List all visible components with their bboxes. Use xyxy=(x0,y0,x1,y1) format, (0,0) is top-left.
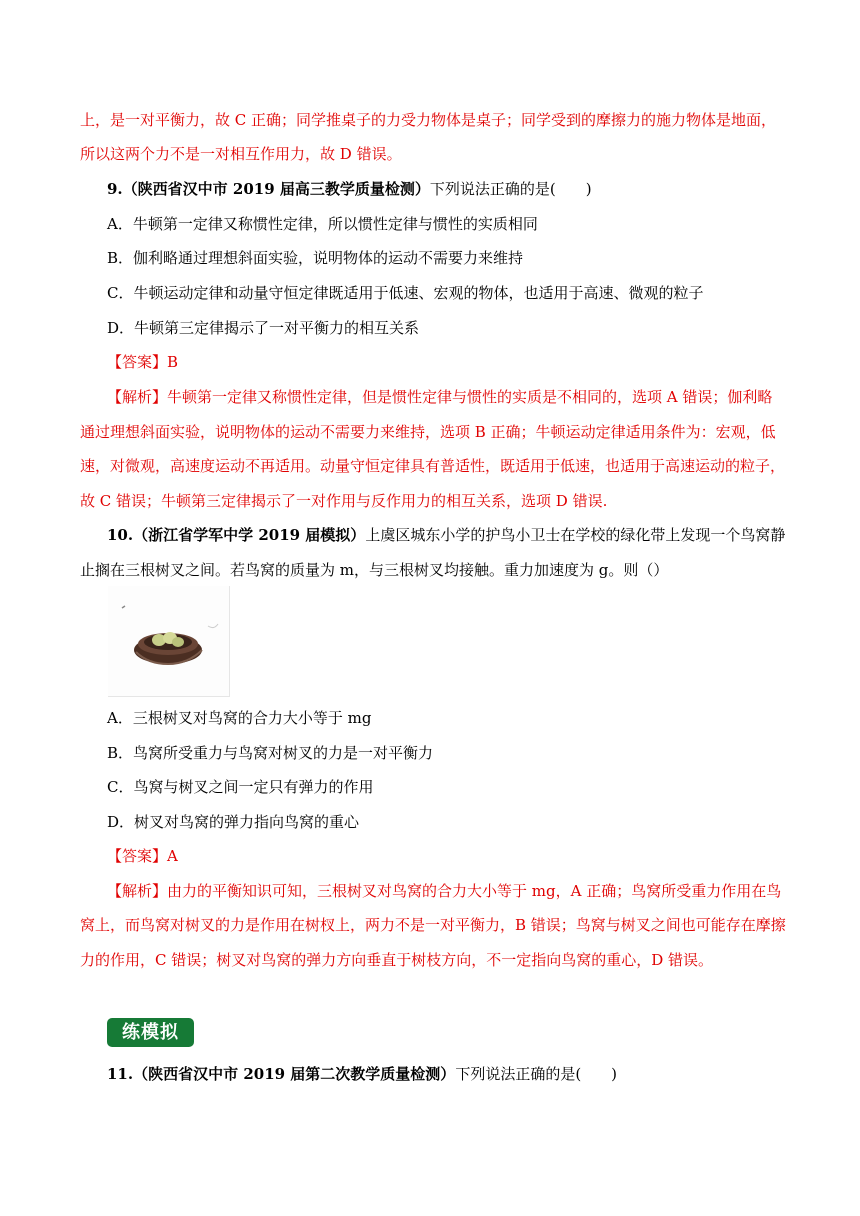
option-c: C．牛顿运动定律和动量守恒定律既适用于低速、宏观的物体，也适用于高速、微观的粒子 xyxy=(107,284,704,302)
option-d: D．牛顿第三定律揭示了一对平衡力的相互关系 xyxy=(107,319,420,337)
analysis-line: 故 C 错误；牛顿第三定律揭示了一对作用与反作用力的相互关系，选项 D 错误. xyxy=(80,492,608,510)
analysis-line: 【解析】由力的平衡知识可知，三根树叉对鸟窝的合力大小等于 mg，A 正确；鸟窝所受重力作用在鸟 xyxy=(107,882,782,900)
question-stem: 下列说法正确的是( ) xyxy=(429,180,592,198)
analysis-line: 窝上，而鸟窝对树叉的力是作用在树杈上，两力不是一对平衡力，B 错误；鸟窝与树叉之间也可能存在摩擦 xyxy=(80,916,786,934)
question-number: 9. xyxy=(107,180,123,198)
question-number: 10. xyxy=(107,526,134,544)
option-c: C．鸟窝与树叉之间一定只有弹力的作用 xyxy=(107,778,374,796)
question-stem: 上虞区城东小学的护鸟小卫士在学校的绿化带上发现一个鸟窝静 xyxy=(365,526,786,544)
analysis-continued-line: 所以这两个力不是一对相互作用力，故 D 错误。 xyxy=(80,145,402,163)
question-number: 11. xyxy=(107,1065,134,1083)
question-9-heading xyxy=(107,179,592,199)
question-source: （陕西省汉中市 2019 届第二次教学质量检测） xyxy=(133,1065,456,1083)
analysis-line: 通过理想斜面实验，说明物体的运动不需要力来维持，选项 B 正确；牛顿运动定律适用条件为：宏观，低 xyxy=(80,423,776,441)
question-stem-line: 止搁在三根树叉之间。若鸟窝的质量为 m，与三根树叉均接触。重力加速度为 g。则（） xyxy=(80,561,669,579)
analysis-line: 速，对微观，高速度运动不再适用。动量守恒定律具有普适性，既适用于低速，也适用于高速运动的粒子， xyxy=(80,457,786,475)
question-10-heading xyxy=(107,525,785,545)
question-source: （浙江省学军中学 2019 届模拟） xyxy=(133,526,366,544)
answer-label: 【答案】A xyxy=(107,847,178,865)
question-stem: 下列说法正确的是( ) xyxy=(455,1065,618,1083)
option-d: D．树叉对鸟窝的弹力指向鸟窝的重心 xyxy=(107,813,360,831)
option-a: A．三根树叉对鸟窝的合力大小等于 mg xyxy=(107,709,372,727)
bird-nest-image xyxy=(108,586,230,697)
option-b: B．鸟窝所受重力与鸟窝对树叉的力是一对平衡力 xyxy=(107,744,434,762)
analysis-line: 力的作用，C 错误；树叉对鸟窝的弹力方向垂直于树枝方向，不一定指向鸟窝的重心，D 错误。 xyxy=(80,951,714,969)
answer-label: 【答案】B xyxy=(107,353,179,371)
section-badge: 练模拟 xyxy=(107,1018,194,1047)
option-a: A．牛顿第一定律又称惯性定律，所以惯性定律与惯性的实质相同 xyxy=(107,215,538,233)
question-source: （陕西省汉中市 2019 届高三教学质量检测） xyxy=(122,180,430,198)
question-11-heading xyxy=(107,1064,617,1084)
analysis-line: 【解析】牛顿第一定律又称惯性定律，但是惯性定律与惯性的实质是不相同的，选项 A 错误；伽利略 xyxy=(107,388,773,406)
option-b: B．伽利略通过理想斜面实验，说明物体的运动不需要力来维持 xyxy=(107,249,524,267)
analysis-continued-line: 上，是一对平衡力，故 C 正确；同学推桌子的力受力物体是桌子；同学受到的摩擦力的施力物体是地面， xyxy=(80,111,777,129)
